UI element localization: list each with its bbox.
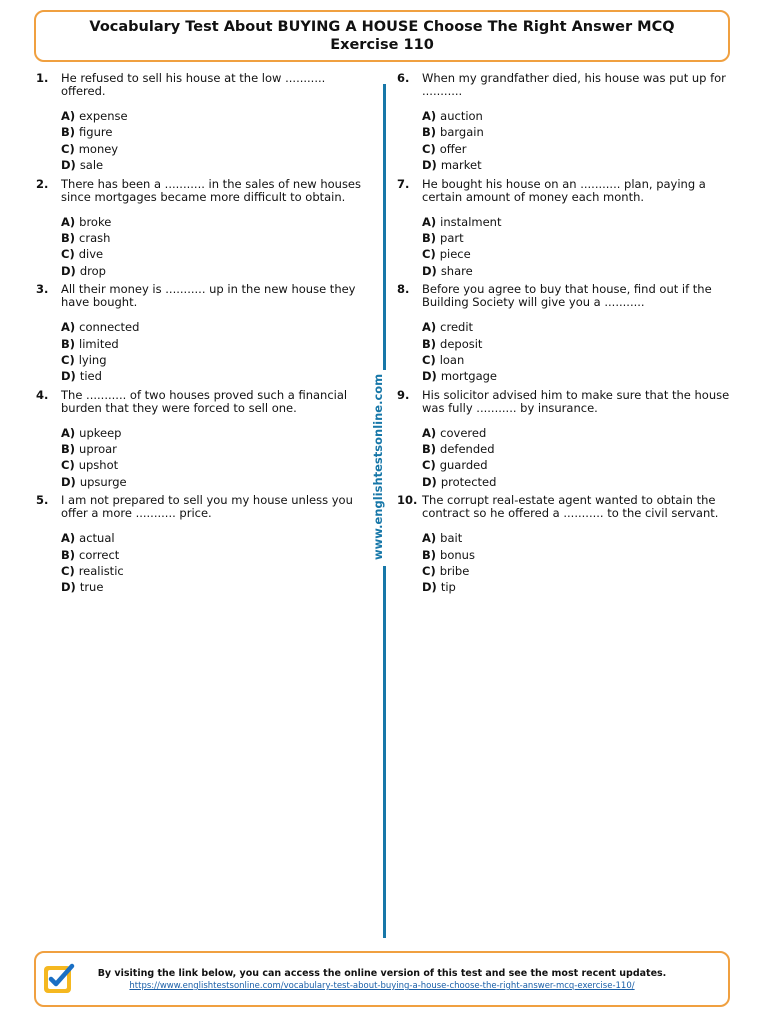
option-c[interactable]	[61, 352, 371, 368]
option-b[interactable]	[422, 124, 732, 140]
option-text: figure	[79, 125, 113, 140]
option-text: crash	[79, 230, 111, 245]
option-text: tied	[79, 369, 102, 384]
option-c[interactable]	[61, 246, 371, 262]
option-d[interactable]	[61, 263, 371, 279]
question-number: 7.	[397, 176, 410, 191]
question-7	[397, 178, 732, 280]
footer-message: By visiting the link below, you can access the online version of this test and see the most recent updates.	[97, 968, 667, 979]
option-d[interactable]	[422, 263, 732, 279]
option-text: upshot	[78, 458, 119, 473]
option-text: uproar	[79, 442, 117, 457]
option-letter: D)	[422, 158, 437, 173]
option-d[interactable]	[422, 368, 732, 384]
option-letter: B)	[61, 125, 76, 140]
question-9	[397, 389, 732, 491]
option-text: bonus	[440, 547, 475, 562]
options-list	[422, 425, 732, 491]
option-letter: B)	[61, 230, 76, 245]
option-letter: D)	[422, 369, 437, 384]
option-text: money	[78, 141, 119, 156]
option-letter: D)	[61, 474, 76, 489]
question-number: 8.	[397, 282, 410, 297]
option-letter: C)	[422, 564, 436, 579]
option-text: correct	[79, 547, 120, 562]
option-letter: D)	[422, 474, 437, 489]
option-letter: C)	[422, 247, 436, 262]
option-d[interactable]	[61, 579, 371, 595]
options-list	[61, 530, 371, 596]
option-a[interactable]	[61, 425, 371, 441]
option-text: instalment	[440, 214, 502, 229]
option-text: true	[79, 580, 104, 595]
option-a[interactable]	[422, 425, 732, 441]
option-b[interactable]	[61, 336, 371, 352]
options-list	[61, 425, 371, 491]
option-text: guarded	[439, 458, 488, 473]
question-text: He bought his house on an ........... plan, paying a certain amount of money each month.	[422, 176, 706, 204]
options-list	[422, 214, 732, 280]
footer-box	[34, 951, 730, 1007]
option-text: upsurge	[79, 474, 127, 489]
option-d[interactable]	[61, 474, 371, 490]
question-text: He refused to sell his house at the low ........... offered.	[61, 71, 326, 98]
option-letter: D)	[61, 158, 76, 173]
question-text: There has been a ........... in the sales of new houses since mortgages became more difficult to obtain.	[61, 176, 361, 204]
option-text: limited	[79, 336, 119, 351]
option-letter: C)	[422, 141, 436, 156]
option-c[interactable]	[61, 141, 371, 157]
option-text: deposit	[440, 336, 483, 351]
option-text: defended	[440, 442, 495, 457]
option-a[interactable]	[61, 530, 371, 546]
question-4	[36, 389, 371, 491]
option-c[interactable]	[422, 352, 732, 368]
option-text: mortgage	[440, 369, 498, 384]
question-number: 3.	[36, 282, 49, 297]
option-a[interactable]	[422, 214, 732, 230]
option-b[interactable]	[422, 547, 732, 563]
option-text: bribe	[439, 564, 470, 579]
question-6	[397, 72, 732, 174]
question-number: 5.	[36, 493, 49, 508]
options-list	[422, 108, 732, 174]
option-letter: C)	[61, 564, 75, 579]
option-text: bargain	[440, 125, 484, 140]
option-text: upkeep	[79, 425, 122, 440]
options-list	[61, 214, 371, 280]
option-text: sale	[79, 158, 104, 173]
option-d[interactable]	[422, 157, 732, 173]
option-d[interactable]	[61, 368, 371, 384]
option-text: market	[440, 158, 482, 173]
question-text: All their money is ........... up in the new house they have bought.	[61, 282, 356, 310]
option-c[interactable]	[422, 141, 732, 157]
option-letter: C)	[61, 141, 75, 156]
option-letter: B)	[61, 442, 76, 457]
option-text: lying	[78, 352, 107, 367]
option-letter: C)	[422, 458, 436, 473]
option-letter: C)	[61, 458, 75, 473]
option-text: share	[440, 263, 473, 278]
option-text: piece	[439, 247, 471, 262]
option-letter: B)	[422, 336, 437, 351]
page-title-line-1: Vocabulary Test About BUYING A HOUSE Choose The Right Answer MCQ	[89, 19, 675, 35]
question-2	[36, 178, 371, 280]
question-text: The corrupt real-estate agent wanted to obtain the contract so he offered a ........... to the civil servant.	[422, 493, 719, 521]
option-letter: B)	[61, 547, 76, 562]
online-test-link[interactable]: https://www.englishtestsonline.com/vocabulary-test-about-buying-a-house-choose-the-right-answer-mcq-exercise-110/	[129, 981, 635, 991]
option-letter: D)	[61, 369, 76, 384]
title-box	[34, 10, 730, 62]
option-letter: B)	[61, 336, 76, 351]
option-letter: D)	[61, 580, 76, 595]
question-number: 6.	[397, 71, 410, 85]
option-text: protected	[440, 474, 497, 489]
option-b[interactable]	[61, 124, 371, 140]
column-divider-bottom	[383, 566, 386, 938]
option-letter: A)	[422, 320, 437, 335]
option-letter: D)	[422, 580, 437, 595]
option-text: auction	[440, 109, 483, 123]
option-a[interactable]	[61, 214, 371, 230]
option-b[interactable]	[422, 441, 732, 457]
question-number: 4.	[36, 387, 49, 402]
option-b[interactable]	[61, 230, 371, 246]
question-text: I am not prepared to sell you my house unless you offer a more ........... price.	[61, 493, 353, 521]
option-letter: A)	[422, 425, 437, 440]
question-text: His solicitor advised him to make sure that the house was fully ........... by insurance.	[422, 387, 730, 415]
option-letter: B)	[422, 442, 437, 457]
option-letter: A)	[422, 531, 437, 546]
question-10	[397, 494, 732, 596]
option-letter: D)	[422, 263, 437, 278]
option-letter: C)	[61, 352, 75, 367]
option-d[interactable]	[422, 579, 732, 595]
question-text: When my grandfather died, his house was put up for ...........	[422, 71, 726, 98]
option-text: broke	[79, 214, 112, 229]
question-number: 9.	[397, 387, 410, 402]
column-divider-top	[383, 84, 386, 370]
options-list	[61, 319, 371, 385]
question-number: 1.	[36, 71, 49, 85]
option-text: expense	[79, 109, 128, 123]
option-text: offer	[439, 141, 467, 156]
option-letter: A)	[61, 531, 76, 546]
option-text: part	[440, 230, 464, 245]
option-letter: C)	[61, 247, 75, 262]
option-text: covered	[440, 425, 487, 440]
question-number: 2.	[36, 176, 49, 191]
option-a[interactable]	[61, 108, 371, 124]
website-watermark: www.englishtestsonline.com	[371, 373, 385, 560]
option-text: tip	[440, 580, 456, 595]
option-a[interactable]	[422, 530, 732, 546]
question-1	[36, 72, 371, 174]
option-letter: A)	[422, 214, 437, 229]
option-text: bait	[440, 531, 463, 546]
option-d[interactable]	[61, 157, 371, 173]
option-c[interactable]	[422, 246, 732, 262]
option-letter: C)	[422, 352, 436, 367]
option-letter: A)	[422, 109, 437, 123]
page-title-line-2: Exercise 110	[330, 37, 434, 53]
option-c[interactable]	[422, 457, 732, 473]
option-text: dive	[78, 247, 104, 262]
option-letter: B)	[422, 125, 437, 140]
option-letter: A)	[61, 109, 76, 123]
question-column-left	[36, 72, 371, 596]
options-list	[422, 319, 732, 385]
option-letter: A)	[61, 214, 76, 229]
option-c[interactable]	[61, 457, 371, 473]
option-b[interactable]	[61, 547, 371, 563]
option-text: realistic	[78, 564, 124, 579]
question-text: The ........... of two houses proved such a financial burden that they were forced to sell one.	[61, 387, 348, 415]
option-letter: B)	[422, 230, 437, 245]
option-a[interactable]	[422, 108, 732, 124]
option-text: credit	[440, 320, 474, 335]
option-text: drop	[79, 263, 106, 278]
question-8	[397, 283, 732, 385]
option-c[interactable]	[61, 563, 371, 579]
option-c[interactable]	[422, 563, 732, 579]
question-text: Before you agree to buy that house, find out if the Building Society will give you a ...........	[422, 282, 712, 310]
options-list	[422, 530, 732, 596]
question-3	[36, 283, 371, 385]
option-b[interactable]	[61, 441, 371, 457]
option-b[interactable]	[422, 230, 732, 246]
question-5	[36, 494, 371, 596]
option-a[interactable]	[422, 319, 732, 335]
option-d[interactable]	[422, 474, 732, 490]
option-text: connected	[79, 320, 140, 335]
option-letter: D)	[61, 263, 76, 278]
option-letter: A)	[61, 425, 76, 440]
question-column-right	[397, 72, 732, 596]
option-text: loan	[439, 352, 465, 367]
option-letter: A)	[61, 320, 76, 335]
option-text: actual	[79, 531, 115, 546]
question-number: 10.	[397, 493, 418, 508]
option-letter: B)	[422, 547, 437, 562]
options-list	[61, 108, 371, 174]
option-b[interactable]	[422, 336, 732, 352]
option-a[interactable]	[61, 319, 371, 335]
